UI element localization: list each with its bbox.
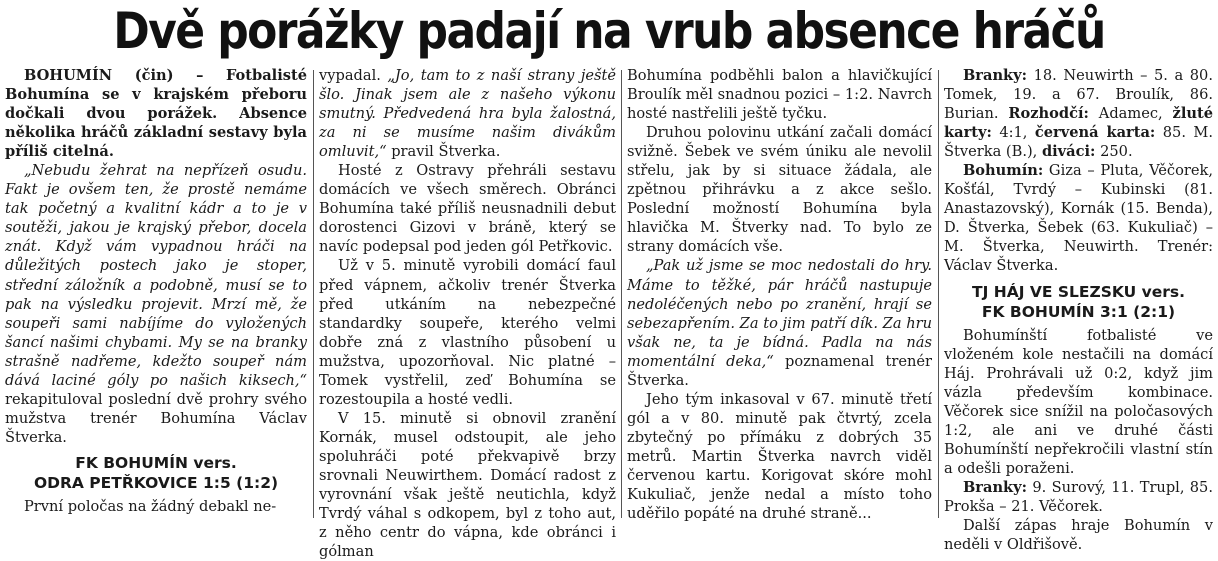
headline: Dvě porážky padají na vrub absence hráčů	[113, 2, 1105, 60]
facts-label: diváci:	[1041, 143, 1096, 161]
paragraph	[319, 66, 616, 161]
subhead-line: ODRA PETŘKOVICE 1:5 (1:2)	[33, 473, 279, 492]
quote-attribution: rekapituloval poslední dvě prohry svého mužstva trenér Bohumína Václav Štverka.	[5, 390, 307, 446]
text-run: pravil Štverka.	[386, 143, 501, 161]
facts-label: žluté karty:	[944, 105, 1213, 142]
text-run: vypadal.	[319, 67, 388, 84]
column-1	[0, 66, 312, 521]
coach-quote: „Nebudu žehrat na nepřízeň osudu. Fakt je ovšem ten, že prostě nemáme tak početný a kvalitní kádr a to je v soutěži, jakou je krajský přebor, docela znát. Když vám vypadnou hráči na důležitých postech jako je stoper, střední záložník a podobně, musí se to pak na výsledku projevit. Mrzí mě, že soupeři sami nabíjíme do vyložených šancí našimi chybami. My se na branky strašně nadřeme, kdežto soupeř nám dává laciné góly po našich kiksech,“	[5, 162, 307, 389]
lineup	[944, 161, 1213, 275]
facts-label: červená karta:	[1034, 124, 1156, 142]
paragraph: Druhou polovinu utkání začali domácí svižně. Šebek ve svém úniku ale nevolil střelu, jak by si situace žádala, ale zpětnou přihrávku a z akce sešlo. Poslední možností Bohumína byla hlavička M. Štverky nad. To bylo ze strany domácích vše.	[627, 124, 932, 256]
paragraph: Hosté z Ostravy přehráli sestavu domácích ve všech směrech. Obránci Bohumína také příliš neusnadnili debut dorostenci Gizovi v bráně, který se navíc podepsal pod jeden gól Petřkovic.	[319, 162, 616, 256]
facts-text: 18. Neuwirth – 5. a 80. Tomek, 19. a 67. Broulík, 86. Burian.	[944, 67, 1213, 123]
paragraph: V 15. minutě si obnovil zranění Kornák, musel odstoupit, ale jeho spoluhráči poté překvapivě brzy srovnali Neuwirthem. Domácí radost z vyrovnání však ještě neutichla, když Tvrdý váhal s odkopem, byl z toho aut, z něho centr do vápna, kde obránci i gólman	[319, 409, 616, 561]
facts-label: Rozhodčí:	[1008, 105, 1089, 123]
column-4	[939, 66, 1218, 554]
paragraph: Bohumínští fotbalisté ve vloženém kole nestačili na domácí Háj. Prohrávali už 0:2, když jim vázla především kombinace. Věčorek sice snížil na poločasových 1:2, ale ani ve druhé části Bohumínští nepřekročili vlastní stín a odešli poraženi.	[944, 326, 1213, 477]
facts-label: Branky:	[962, 67, 1028, 84]
facts-text: 9. Surový, 11. Trupl, 85. Prokša – 21. Věčorek.	[944, 478, 1213, 515]
facts-text: Adamec,	[1088, 105, 1173, 123]
match-facts	[944, 478, 1213, 516]
facts-text: Giza – Pluta, Věčorek, Košťál, Tvrdý – Kubinski (81. Anastazovský), Kornák (15. Benda), D. Štverka, Šebek (63. Kukuliač) – M. Štverka, Neuwirth. Trenér: Václav Štverka.	[944, 162, 1213, 275]
facts-text: 250.	[1095, 143, 1133, 161]
match-facts	[944, 66, 1213, 161]
facts-text: 4:1,	[991, 124, 1035, 142]
subhead-line: FK BOHUMÍN 3:1 (2:1)	[981, 302, 1176, 321]
paragraph: Už v 5. minutě vyrobili domácí faul před vápnem, ačkoliv trenér Štverka před utkáním na nebezpečné standardky soupeře, kterého velmi dobře zná z vlastního působení u mužstva, upozorňoval. Nic platné – Tomek vystřelil, zeď Bohumína se rozestoupila a hosté vedli.	[319, 257, 616, 408]
paragraph: Bohumína podběhli balon a hlavičkující Broulík měl snadnou pozici – 1:2. Navrch hosté nastřelili ještě tyčku.	[627, 67, 932, 123]
column-3	[622, 66, 937, 521]
facts-text: 85. M. Štverka (B.),	[944, 124, 1213, 161]
paragraph	[5, 161, 307, 447]
coach-quote: „Pak už jsme se moc nedostali do hry. Máme to těžké, pár hráčů nastupuje nedoléčených nebo po zranění, hrají se sebezapřením. Za to jim patří dík. Za hru však ne, ta je bídná. Padla na nás momentální deka,“	[627, 257, 932, 370]
coach-quote: „Jo, tam to z naší strany ještě šlo. Jinak jsem ale z našeho výkonu smutný. Předvedená hra byla žalostná, za ni se musíme našim divákům omluvit,“	[319, 67, 616, 161]
column-2	[314, 66, 621, 561]
facts-label: Bohumín:	[962, 162, 1044, 180]
paragraph: Jeho tým inkasoval v 67. minutě třetí gól a v 80. minutě pak čtvrtý, zcela zbytečný po přímáku z dobrých 35 metrů. Martin Štverka navrch viděl červenou kartu. Korigovat skóre mohl Kukuliač, jenže nedal a místo toho uděřilo popáté na druhé straně...	[627, 390, 932, 523]
paragraph	[627, 256, 932, 389]
subhead-line: FK BOHUMÍN vers.	[75, 453, 237, 472]
match-subhead	[5, 453, 307, 493]
match-subhead	[944, 282, 1213, 322]
lead-paragraph: BOHUMÍN (čin) – Fotbalisté Bohumína se v krajském přeboru dočkali dvou porážek. Absence několika hráčů základní sestavy byla příliš citelná.	[5, 67, 307, 161]
paragraph: Další zápas hraje Bohumín v neděli v Oldřišově.	[944, 516, 1213, 554]
text-run: poznamenal trenér Štverka.	[627, 352, 932, 389]
facts-label: Branky:	[962, 478, 1028, 496]
subhead-line: TJ HÁJ VE SLEZSKU vers.	[972, 282, 1185, 301]
paragraph: První poločas na žádný debakl ne-	[23, 497, 277, 515]
